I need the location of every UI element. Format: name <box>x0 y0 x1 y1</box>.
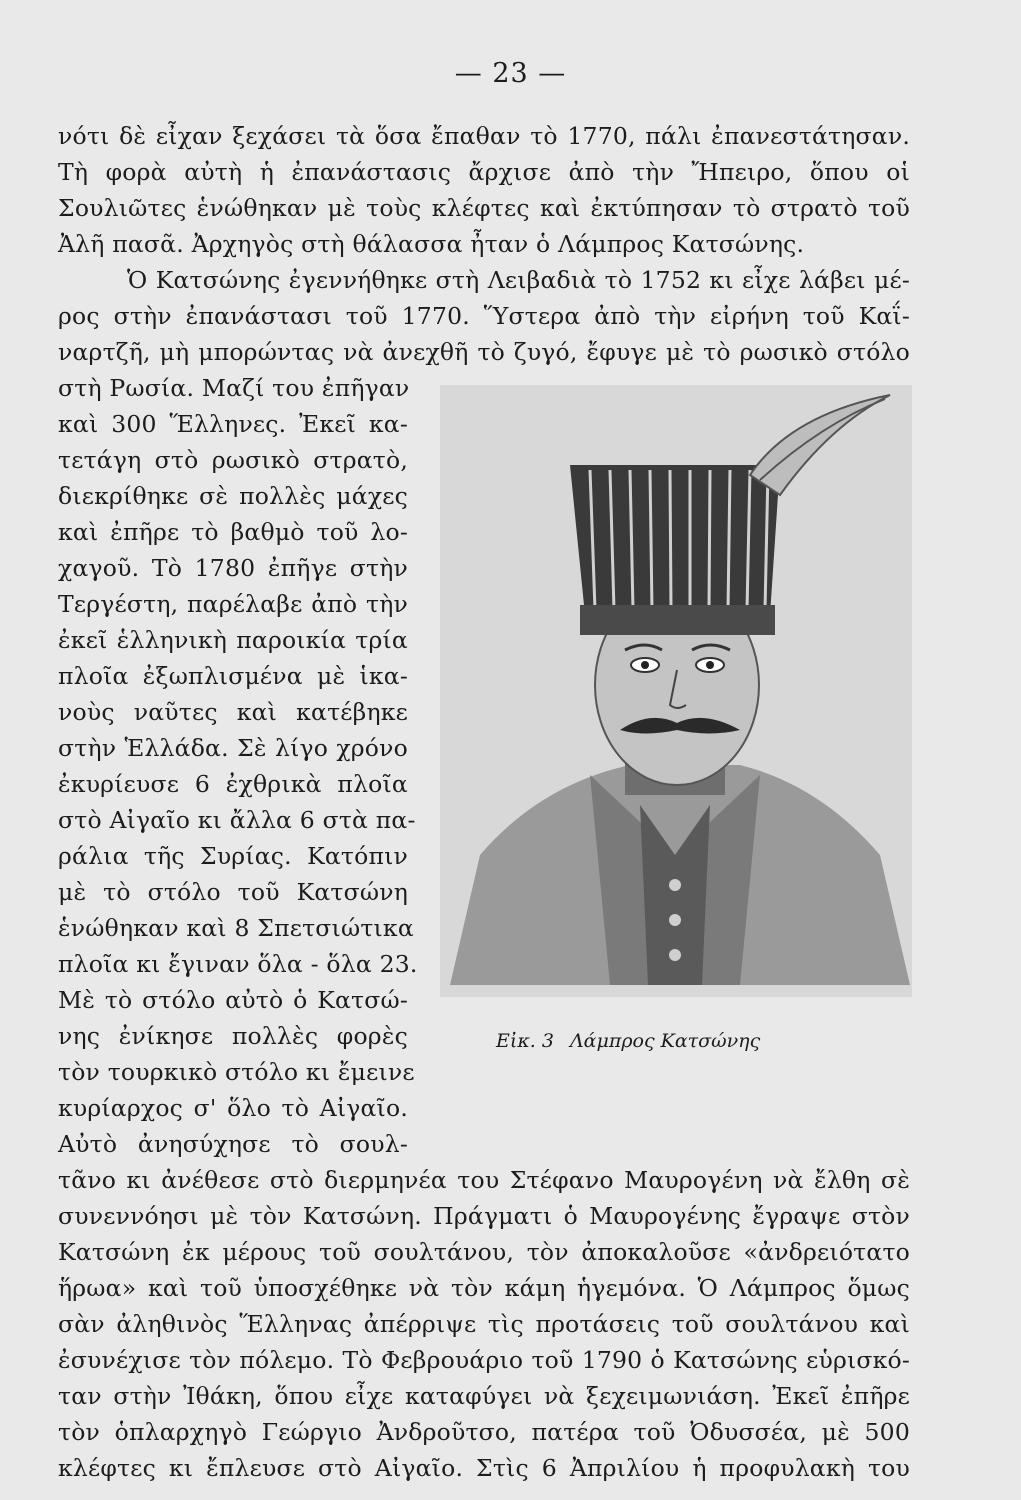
text-line: Μὲ τὸ στόλο αὐτὸ ὁ Κατσώ- <box>58 986 408 1014</box>
portrait-figure <box>440 385 912 997</box>
figure-caption <box>496 1030 856 1052</box>
text-line: νοὺς ναῦτες καὶ κατέβηκε <box>58 698 408 726</box>
text-line: καὶ ἐπῆρε τὸ βαθμὸ τοῦ λο- <box>58 518 408 546</box>
text-line: ράλια τῆς Συρίας. Κατόπιν <box>58 842 408 870</box>
text-line: Κατσώνη ἐκ μέρους τοῦ σουλτάνου, τὸν ἀποκαλοῦσε «ἀνδρειότατο <box>58 1238 910 1266</box>
portrait-illustration <box>440 385 912 997</box>
text-line: νότι δὲ εἶχαν ξεχάσει τὰ ὅσα ἔπαθαν τὸ 1770, πάλι ἐπανεστάτησαν. <box>58 122 910 150</box>
text-line: πλοῖα κι ἔγιναν ὅλα - ὅλα 23. <box>58 950 418 978</box>
text-line: σὰν ἀληθινὸς Ἕλληνας ἀπέρριψε τὶς προτάσεις τοῦ σουλτάνου καὶ <box>58 1310 910 1338</box>
text-line: ἐσυνέχισε τὸν πόλεμο. Τὸ Φεβρουάριο τοῦ 1790 ὁ Κατσώνης εὑρισκό- <box>58 1346 910 1374</box>
text-line: Τεργέστη, παρέλαβε ἀπὸ τὴν <box>58 590 408 618</box>
text-line: Ὁ Κατσώνης ἐγεννήθηκε στὴ Λειβαδιὰ τὸ 1752 κι εἶχε λάβει μέ- <box>127 266 910 294</box>
text-line: ταν στὴν Ἰθάκη, ὅπου εἶχε καταφύγει νὰ ξεχειμωνιάση. Ἐκεῖ ἐπῆρε <box>58 1382 910 1410</box>
text-line: ἐκεῖ ἑλληνικὴ παροικία τρία <box>58 626 408 654</box>
text-line: τὸν ὁπλαρχηγὸ Γεώργιο Ἀνδροῦτσο, πατέρα τοῦ Ὀδυσσέα, μὲ 500 <box>58 1418 910 1446</box>
text-line: ἥρωα» καὶ τοῦ ὑποσχέθηκε νὰ τὸν κάμη ἡγεμόνα. Ὁ Λάμπρος ὅμως <box>58 1274 910 1302</box>
text-line: ἑνώθηκαν καὶ 8 Σπετσιώτικα <box>58 914 414 942</box>
figure-caption-number: Εἰκ. 3 <box>496 1030 554 1052</box>
text-line: τὸν τουρκικὸ στόλο κι ἔμεινε <box>58 1058 415 1086</box>
text-line: χαγοῦ. Τὸ 1780 ἐπῆγε στὴν <box>58 554 408 582</box>
figure-caption-name: Λάμπρος Κατσώνης <box>569 1030 761 1052</box>
text-line: ἐκυρίευσε 6 ἐχθρικὰ πλοῖα <box>58 770 408 798</box>
text-line: συνεννόησι μὲ τὸν Κατσώνη. Πράγματι ὁ Μαυρογένης ἔγραψε στὸν <box>58 1202 910 1230</box>
text-line: καὶ 300 Ἕλληνες. Ἐκεῖ κα- <box>58 410 408 438</box>
text-line: τᾶνο κι ἀνέθεσε στὸ διερμηνέα του Στέφανο Μαυρογένη νὰ ἔλθη σὲ <box>58 1166 910 1194</box>
text-line: κλέφτες κι ἔπλευσε στὸ Αἰγαῖο. Στὶς 6 Ἀπριλίου ἡ προφυλακὴ του <box>58 1454 910 1482</box>
text-line: στὴ Ρωσία. Μαζί του ἐπῆγαν <box>58 374 410 402</box>
text-line: ναρτζῆ, μὴ μπορώντας νὰ ἀνεχθῆ τὸ ζυγό, ἔφυγε μὲ τὸ ρωσικὸ στόλο <box>58 338 910 366</box>
text-line: μὲ τὸ στόλο τοῦ Κατσώνη <box>58 878 408 906</box>
text-line: στὸ Αἰγαῖο κι ἄλλα 6 στὰ πα- <box>58 806 416 834</box>
page-number: — 23 — <box>454 58 567 89</box>
text-line: Αὐτὸ ἀνησύχησε τὸ σουλ- <box>58 1130 408 1158</box>
text-line: Σουλιῶτες ἑνώθηκαν μὲ τοὺς κλέφτες καὶ ἐκτύπησαν τὸ στρατὸ τοῦ <box>58 194 910 222</box>
text-line: πλοῖα ἐξωπλισμένα μὲ ἱκα- <box>58 662 408 690</box>
text-line: νης ἐνίκησε πολλὲς φορὲς <box>58 1022 408 1050</box>
text-line: στὴν Ἑλλάδα. Σὲ λίγο χρόνο <box>58 734 408 762</box>
text-line: ρος στὴν ἐπανάστασι τοῦ 1770. Ὕστερα ἀπὸ τὴν εἰρήνη τοῦ Καΐ- <box>58 302 910 330</box>
text-line: διεκρίθηκε σὲ πολλὲς μάχες <box>58 482 408 510</box>
text-line: κυρίαρχος σ' ὅλο τὸ Αἰγαῖο. <box>58 1094 408 1122</box>
text-line: τετάγη στὸ ρωσικὸ στρατὸ, <box>58 446 408 474</box>
text-line: Τὴ φορὰ αὐτὴ ἡ ἐπανάστασις ἄρχισε ἀπὸ τὴν Ἤπειρο, ὅπου οἱ <box>58 158 910 186</box>
text-line: Ἀλῆ πασᾶ. Ἀρχηγὸς στὴ θάλασσα ἦταν ὁ Λάμπρος Κατσώνης. <box>58 230 805 258</box>
